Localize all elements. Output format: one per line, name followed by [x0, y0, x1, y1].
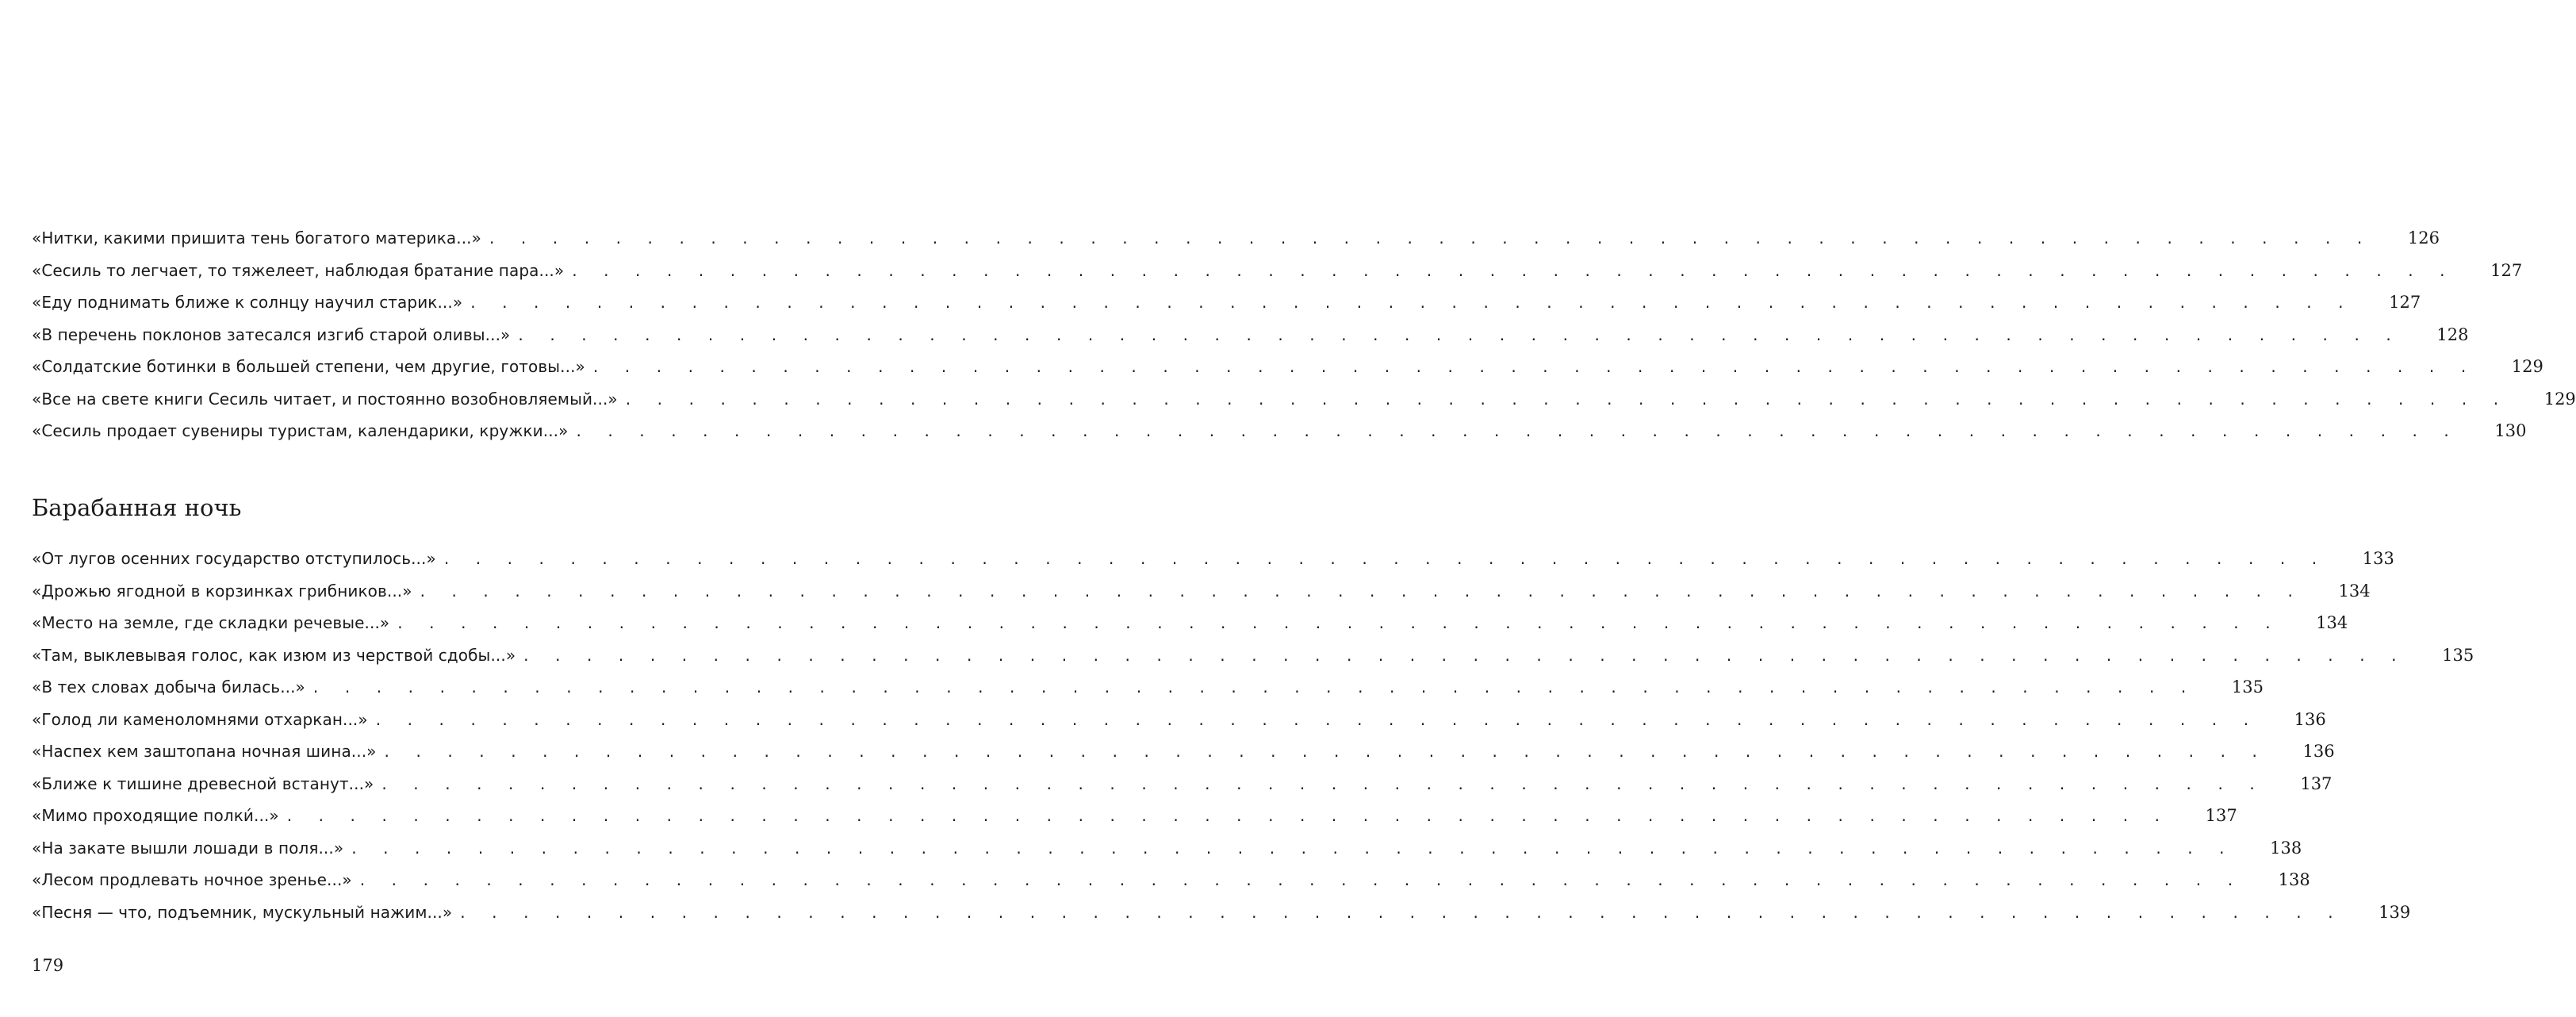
toc-entry-title: «Место на земле, где складки речевые...»: [32, 613, 390, 632]
toc-entry-page: 135: [2231, 677, 2264, 697]
toc-entry-title: «Ближе к тишине древесной встанут...»: [32, 773, 374, 793]
toc-entry[interactable]: [32, 705, 2326, 738]
toc-leader-dots: . . . . . . . . . . . . . . . . . . . . . . . . . . . . . . . . . . . . . . . . . . . . . . . . . . . . . . . . . . . .: [384, 742, 2268, 761]
toc-list-first: [32, 224, 2576, 449]
toc-leader-dots: . . . . . . . . . . . . . . . . . . . . . . . . . . . . . . . . . . . . . . . . . . . . . . . . . . . . . . . . . . . .: [592, 357, 2477, 376]
toc-entry-page: 138: [2270, 838, 2302, 858]
toc-entry-page: 139: [2379, 902, 2411, 922]
toc-leader-dots: . . . . . . . . . . . . . . . . . . . . . . . . . . . . . . . . . . . . . . . . . . . . . . . . . . . . . . . . . . . .: [523, 645, 2408, 665]
toc-entry-title: «Там, выклевывая голос, как изюм из черствой сдобы...»: [32, 645, 516, 665]
toc-entry-title: «Наспех кем заштопана ночная шина...»: [32, 742, 377, 761]
toc-entry-page: 136: [2294, 709, 2326, 729]
toc-entry-page: 129: [2511, 357, 2543, 376]
toc-entry[interactable]: [32, 320, 2469, 353]
toc-leader-dots: . . . . . . . . . . . . . . . . . . . . . . . . . . . . . . . . . . . . . . . . . . . . . . . . . . . . . . . . . . . .: [375, 709, 2260, 729]
toc-leader-dots: . . . . . . . . . . . . . . . . . . . . . . . . . . . . . . . . . . . . . . . . . . . . . . . . . . . . . . . . . . . .: [625, 389, 2509, 409]
toc-entry-page: 135: [2442, 645, 2474, 665]
toc-entry[interactable]: [32, 834, 2302, 866]
toc-entry[interactable]: [32, 898, 2411, 931]
toc-entry-title: «Нитки, какими пришита тень богатого материка...»: [32, 228, 481, 248]
toc-entry[interactable]: [32, 801, 2237, 834]
toc-list-second: [32, 544, 2474, 930]
toc-entry-title: «Сесиль продает сувениры туристам, календарики, кружки...»: [32, 421, 569, 440]
toc-entry-title: «Сесиль то легчает, то тяжелеет, наблюдая братание пара...»: [32, 260, 565, 280]
toc-entry[interactable]: [32, 577, 2371, 609]
page-number: 179: [32, 956, 64, 975]
toc-entry[interactable]: [32, 416, 2527, 449]
toc-entry[interactable]: [32, 737, 2335, 769]
toc-leader-dots: . . . . . . . . . . . . . . . . . . . . . . . . . . . . . . . . . . . . . . . . . . . . . . . . . . . . . . . . . . . .: [359, 870, 2244, 889]
toc-leader-dots: . . . . . . . . . . . . . . . . . . . . . . . . . . . . . . . . . . . . . . . . . . . . . . . . . . . . . . . . . . . .: [351, 838, 2236, 858]
toc-entry-title: «Голод ли каменоломнями отхаркан...»: [32, 709, 368, 729]
toc-entry[interactable]: [32, 544, 2394, 577]
toc-entry-page: 128: [2436, 324, 2469, 344]
toc-entry-page: 127: [2490, 260, 2523, 280]
toc-entry-page: 126: [2407, 228, 2440, 248]
toc-leader-dots: . . . . . . . . . . . . . . . . . . . . . . . . . . . . . . . . . . . . . . . . . . . . . . . . . . . . . . . . . . . .: [572, 260, 2456, 280]
toc-entry-title: «Все на свете книги Сесиль читает, и постоянно возобновляемый...»: [32, 389, 618, 409]
toc-leader-dots: . . . . . . . . . . . . . . . . . . . . . . . . . . . . . . . . . . . . . . . . . . . . . . . . . . . . . . . . . . . .: [381, 773, 2266, 793]
toc-entry-title: «Дрожью ягодной в корзинках грибников...»: [32, 581, 412, 601]
toc-entry-page: 134: [2316, 613, 2348, 632]
toc-entry-title: «Мимо проходящие полки́...»: [32, 806, 279, 825]
toc-entry-page: 136: [2302, 742, 2335, 761]
toc-leader-dots: . . . . . . . . . . . . . . . . . . . . . . . . . . . . . . . . . . . . . . . . . . . . . . . . . . . . . . . . . . . .: [460, 902, 2344, 922]
toc-leader-dots: . . . . . . . . . . . . . . . . . . . . . . . . . . . . . . . . . . . . . . . . . . . . . . . . . . . . . . . . . . . .: [489, 228, 2373, 248]
toc-leader-dots: . . . . . . . . . . . . . . . . . . . . . . . . . . . . . . . . . . . . . . . . . . . . . . . . . . . . . . . . . . . .: [443, 549, 2328, 568]
toc-entry[interactable]: [32, 224, 2440, 256]
toc-entry[interactable]: [32, 673, 2264, 705]
toc-entry[interactable]: [32, 385, 2576, 417]
toc-entry-title: «Лесом продлевать ночное зренье...»: [32, 870, 352, 889]
toc-entry-page: 133: [2362, 549, 2394, 568]
toc-entry[interactable]: [32, 865, 2310, 898]
toc-entry-page: 134: [2338, 581, 2371, 601]
toc-leader-dots: . . . . . . . . . . . . . . . . . . . . . . . . . . . . . . . . . . . . . . . . . . . . . . . . . . . . . . . . . . . .: [518, 324, 2402, 344]
toc-leader-dots: . . . . . . . . . . . . . . . . . . . . . . . . . . . . . . . . . . . . . . . . . . . . . . . . . . . . . . . . . . . .: [576, 421, 2460, 440]
toc-entry-title: «Еду поднимать ближе к солнцу научил старик...»: [32, 293, 463, 312]
toc-leader-dots: . . . . . . . . . . . . . . . . . . . . . . . . . . . . . . . . . . . . . . . . . . . . . . . . . . . . . . . . . . . .: [420, 581, 2304, 601]
toc-entry-title: «В перечень поклонов затесался изгиб старой оливы...»: [32, 324, 511, 344]
toc-entry-page: 137: [2300, 773, 2333, 793]
toc-entry-page: 129: [2543, 389, 2576, 409]
toc-leader-dots: . . . . . . . . . . . . . . . . . . . . . . . . . . . . . . . . . . . . . . . . . . . . . . . . . . . . . . . . . . . .: [397, 613, 2282, 632]
toc-entry-title: «В тех словах добыча билась...»: [32, 677, 305, 697]
toc-entry-title: «От лугов осенних государство отступилось...»: [32, 549, 436, 568]
toc-entry-title: «Солдатские ботинки в большей степени, чем другие, готовы...»: [32, 357, 585, 376]
toc-entry-title: «Песня — что, подъемник, мускульный нажим...»: [32, 902, 453, 922]
toc-entry-page: 130: [2494, 421, 2527, 440]
section-heading: Барабанная ночь: [32, 494, 242, 521]
toc-entry[interactable]: [32, 769, 2333, 802]
toc-entry[interactable]: [32, 288, 2421, 320]
toc-entry-page: 138: [2278, 870, 2310, 889]
toc-entry[interactable]: [32, 641, 2474, 674]
toc-leader-dots: . . . . . . . . . . . . . . . . . . . . . . . . . . . . . . . . . . . . . . . . . . . . . . . . . . . . . . . . . . . .: [286, 806, 2171, 825]
toc-entry-page: 127: [2389, 293, 2421, 312]
toc-leader-dots: . . . . . . . . . . . . . . . . . . . . . . . . . . . . . . . . . . . . . . . . . . . . . . . . . . . . . . . . . . . .: [470, 293, 2355, 312]
toc-entry[interactable]: [32, 608, 2348, 641]
toc-entry[interactable]: [32, 256, 2523, 289]
toc-entry[interactable]: [32, 352, 2543, 385]
toc-entry-title: «На закате вышли лошади в поля...»: [32, 838, 344, 858]
toc-entry-page: 137: [2205, 806, 2237, 825]
toc-leader-dots: . . . . . . . . . . . . . . . . . . . . . . . . . . . . . . . . . . . . . . . . . . . . . . . . . . . . . . . . . . . .: [312, 677, 2197, 697]
